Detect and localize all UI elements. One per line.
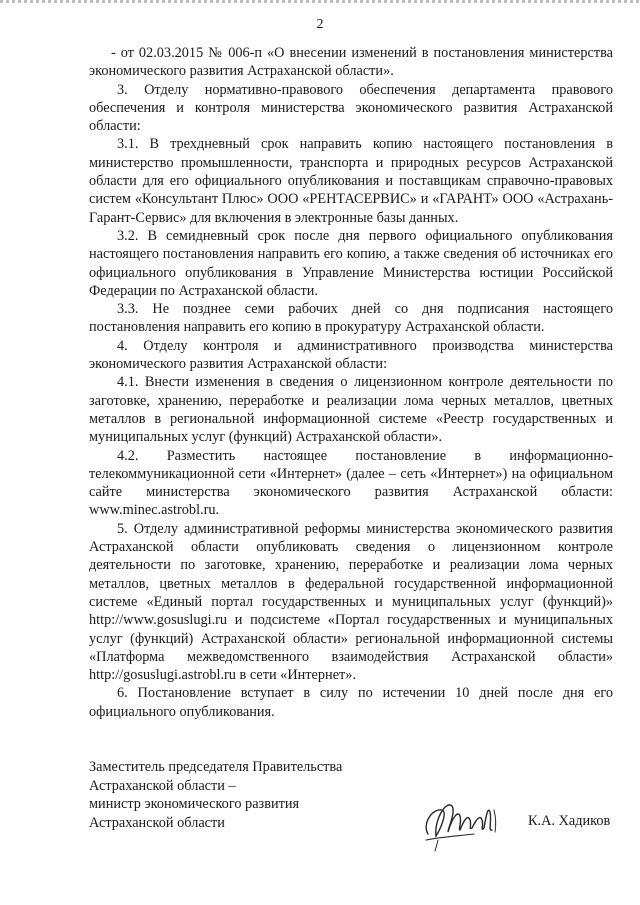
signer-title-line-4: Астраханской области (89, 814, 225, 831)
document-body (89, 44, 613, 721)
signer-title-line-1: Заместитель председателя Правительства (89, 759, 343, 775)
paragraph-4-1: 4.1. Внести изменения в сведения о лицензионном контроле деятельности по заготовке, хранению, переработке и реализации лома черных металлов, цветных металлов в региональной информационной системе «Реестр государственных и муниципальных услуг (функций) Астраханской области». (89, 374, 613, 446)
paragraph-4: 4. Отделу контроля и административного производства министерства экономического развития Астраханской области: (89, 337, 613, 373)
paragraph-6: 6. Постановление вступает в силу по истечении 10 дней после дня его официального опубликования. (89, 685, 613, 720)
paragraph-3-3: 3.3. Не позднее семи рабочих дней со дня подписания настоящего постановления направить его копию в прокуратуру Астраханской области. (89, 301, 613, 336)
paragraph-3-2: 3.2. В семидневный срок после дня первого официального опубликования настоящего постановления направить его копию, а также сведения об источниках его официального опубликования в Управление Министерства юстиции Российской Федерации по Астраханской области. (89, 227, 613, 299)
handwritten-signature (418, 790, 504, 852)
page-number: 2 (316, 17, 324, 32)
paragraph-3-1: 3.1. В трехдневный срок направить копию настоящего постановления в министерство промышленности, транспорта и природных ресурсов Астраханской области для его официального опубликования и поставщикам справочно-правовых систем «Консультант Плюс» ООО «РЕНТАСЕРВИС» и «ГАРАНТ» ООО «Астрахань-Гарант-Сервис» для включения в электронные базы данных. (89, 136, 613, 226)
paragraph-amendment-item: - от 02.03.2015 № 006-п «О внесении изменений в постановления министерства экономического развития Астраханской области». (89, 45, 613, 80)
signer-name: К.А. Хадиков (528, 813, 611, 829)
scan-top-edge (0, 0, 640, 3)
paragraph-5: 5. Отделу административной реформы министерства экономического развития Астраханской области опубликовать сведения о лицензионном контроле деятельности по заготовке, хранению, переработке и реализации лома черных металлов, цветных металлов в федеральной государственной информационной системе «Единый портал государственных и муниципальных услуг (функций)» http://www.gosuslugi.ru и подсистеме «Портал государственных и муниципальных услуг (функций) Астраханской области» региональной информационной системы «Платформа межведомственного взаимодействия Астраханской области» http://gosuslugi.astrobl.ru в сети «Интернет». (89, 520, 613, 684)
signer-title-line-2: Астраханской области – (89, 777, 236, 794)
signature-block (89, 758, 342, 832)
signer-title-line-3: министр экономического развития (89, 796, 300, 813)
paragraph-3: 3. Отделу нормативно-правового обеспечения департамента правового обеспечения и контроля министерства экономического развития Астраханской области: (89, 81, 613, 135)
paragraph-4-2: 4.2. Разместить настоящее постановление в информационно-телекоммуникационной сети «Интернет» (далее – сеть «Интернет») на официальном сайте министерства экономического развития Астраханской области: www.minec.astrobl.ru. (89, 447, 613, 519)
